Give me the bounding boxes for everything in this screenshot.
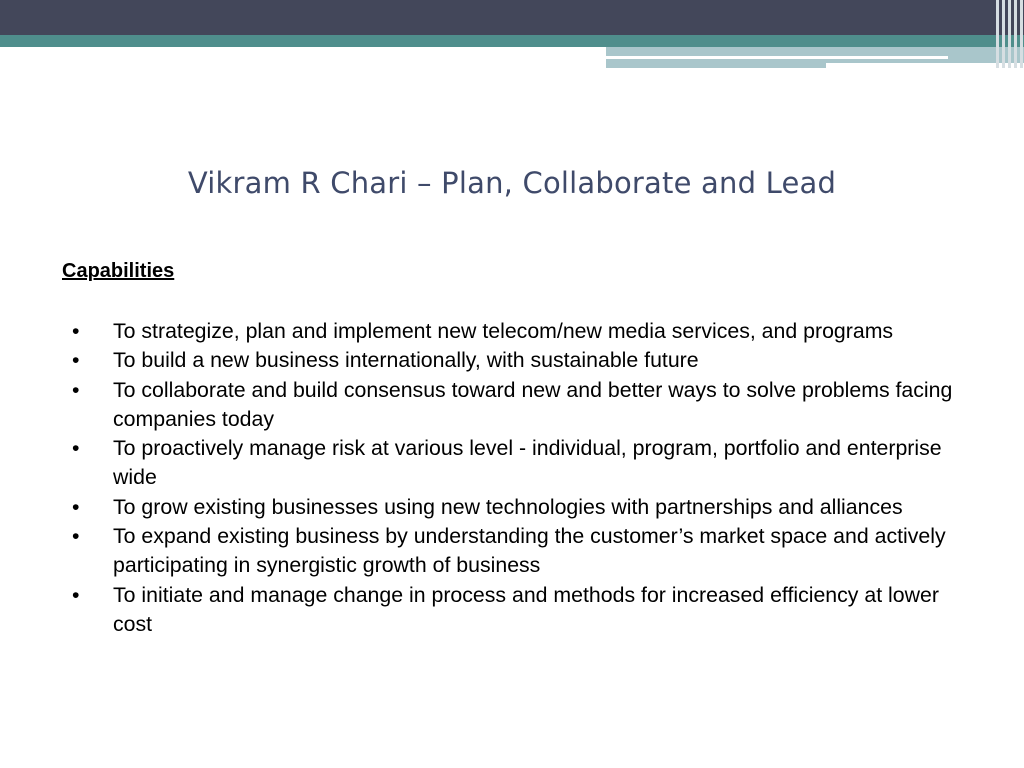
bullet-icon: •: [72, 436, 80, 461]
list-item-text: To expand existing business by understanding the customer’s market space and actively participating in synergistic growth of business: [113, 524, 946, 578]
bullet-icon: •: [72, 582, 80, 607]
list-item: [72, 346, 972, 375]
list-item-text: To grow existing businesses using new technologies with partnerships and alliances: [113, 494, 903, 519]
header-corner-stripes: [994, 0, 1024, 68]
list-item: [72, 317, 972, 346]
list-item-text: To initiate and manage change in process and methods for increased efficiency at lower cost: [113, 582, 939, 636]
list-item: [72, 581, 972, 640]
section-heading: Capabilities: [62, 260, 175, 282]
bullet-icon: •: [72, 377, 80, 402]
header-band-dark: [0, 0, 1024, 35]
list-item-text: To collaborate and build consensus toward new and better ways to solve problems facing companies today: [113, 377, 953, 431]
slide-title: Vikram R Chari – Plan, Collaborate and Lead: [187, 166, 837, 200]
bullet-icon: •: [72, 319, 80, 343]
header-accent-line: [606, 56, 948, 59]
list-item: [72, 493, 972, 522]
bullet-icon: •: [72, 524, 80, 549]
list-item-text: To strategize, plan and implement new telecom/new media services, and programs: [113, 319, 894, 343]
capabilities-list: [72, 317, 972, 639]
list-item: [72, 522, 972, 581]
header-band-teal: [0, 35, 1024, 47]
list-item: [72, 376, 972, 435]
bullet-icon: •: [72, 494, 80, 519]
bullet-icon: •: [72, 348, 80, 373]
list-item-text: To build a new business internationally, with sustainable future: [113, 348, 699, 373]
list-item: [72, 434, 972, 493]
list-item-text: To proactively manage risk at various level - individual, program, portfolio and enterprise wide: [113, 436, 942, 490]
